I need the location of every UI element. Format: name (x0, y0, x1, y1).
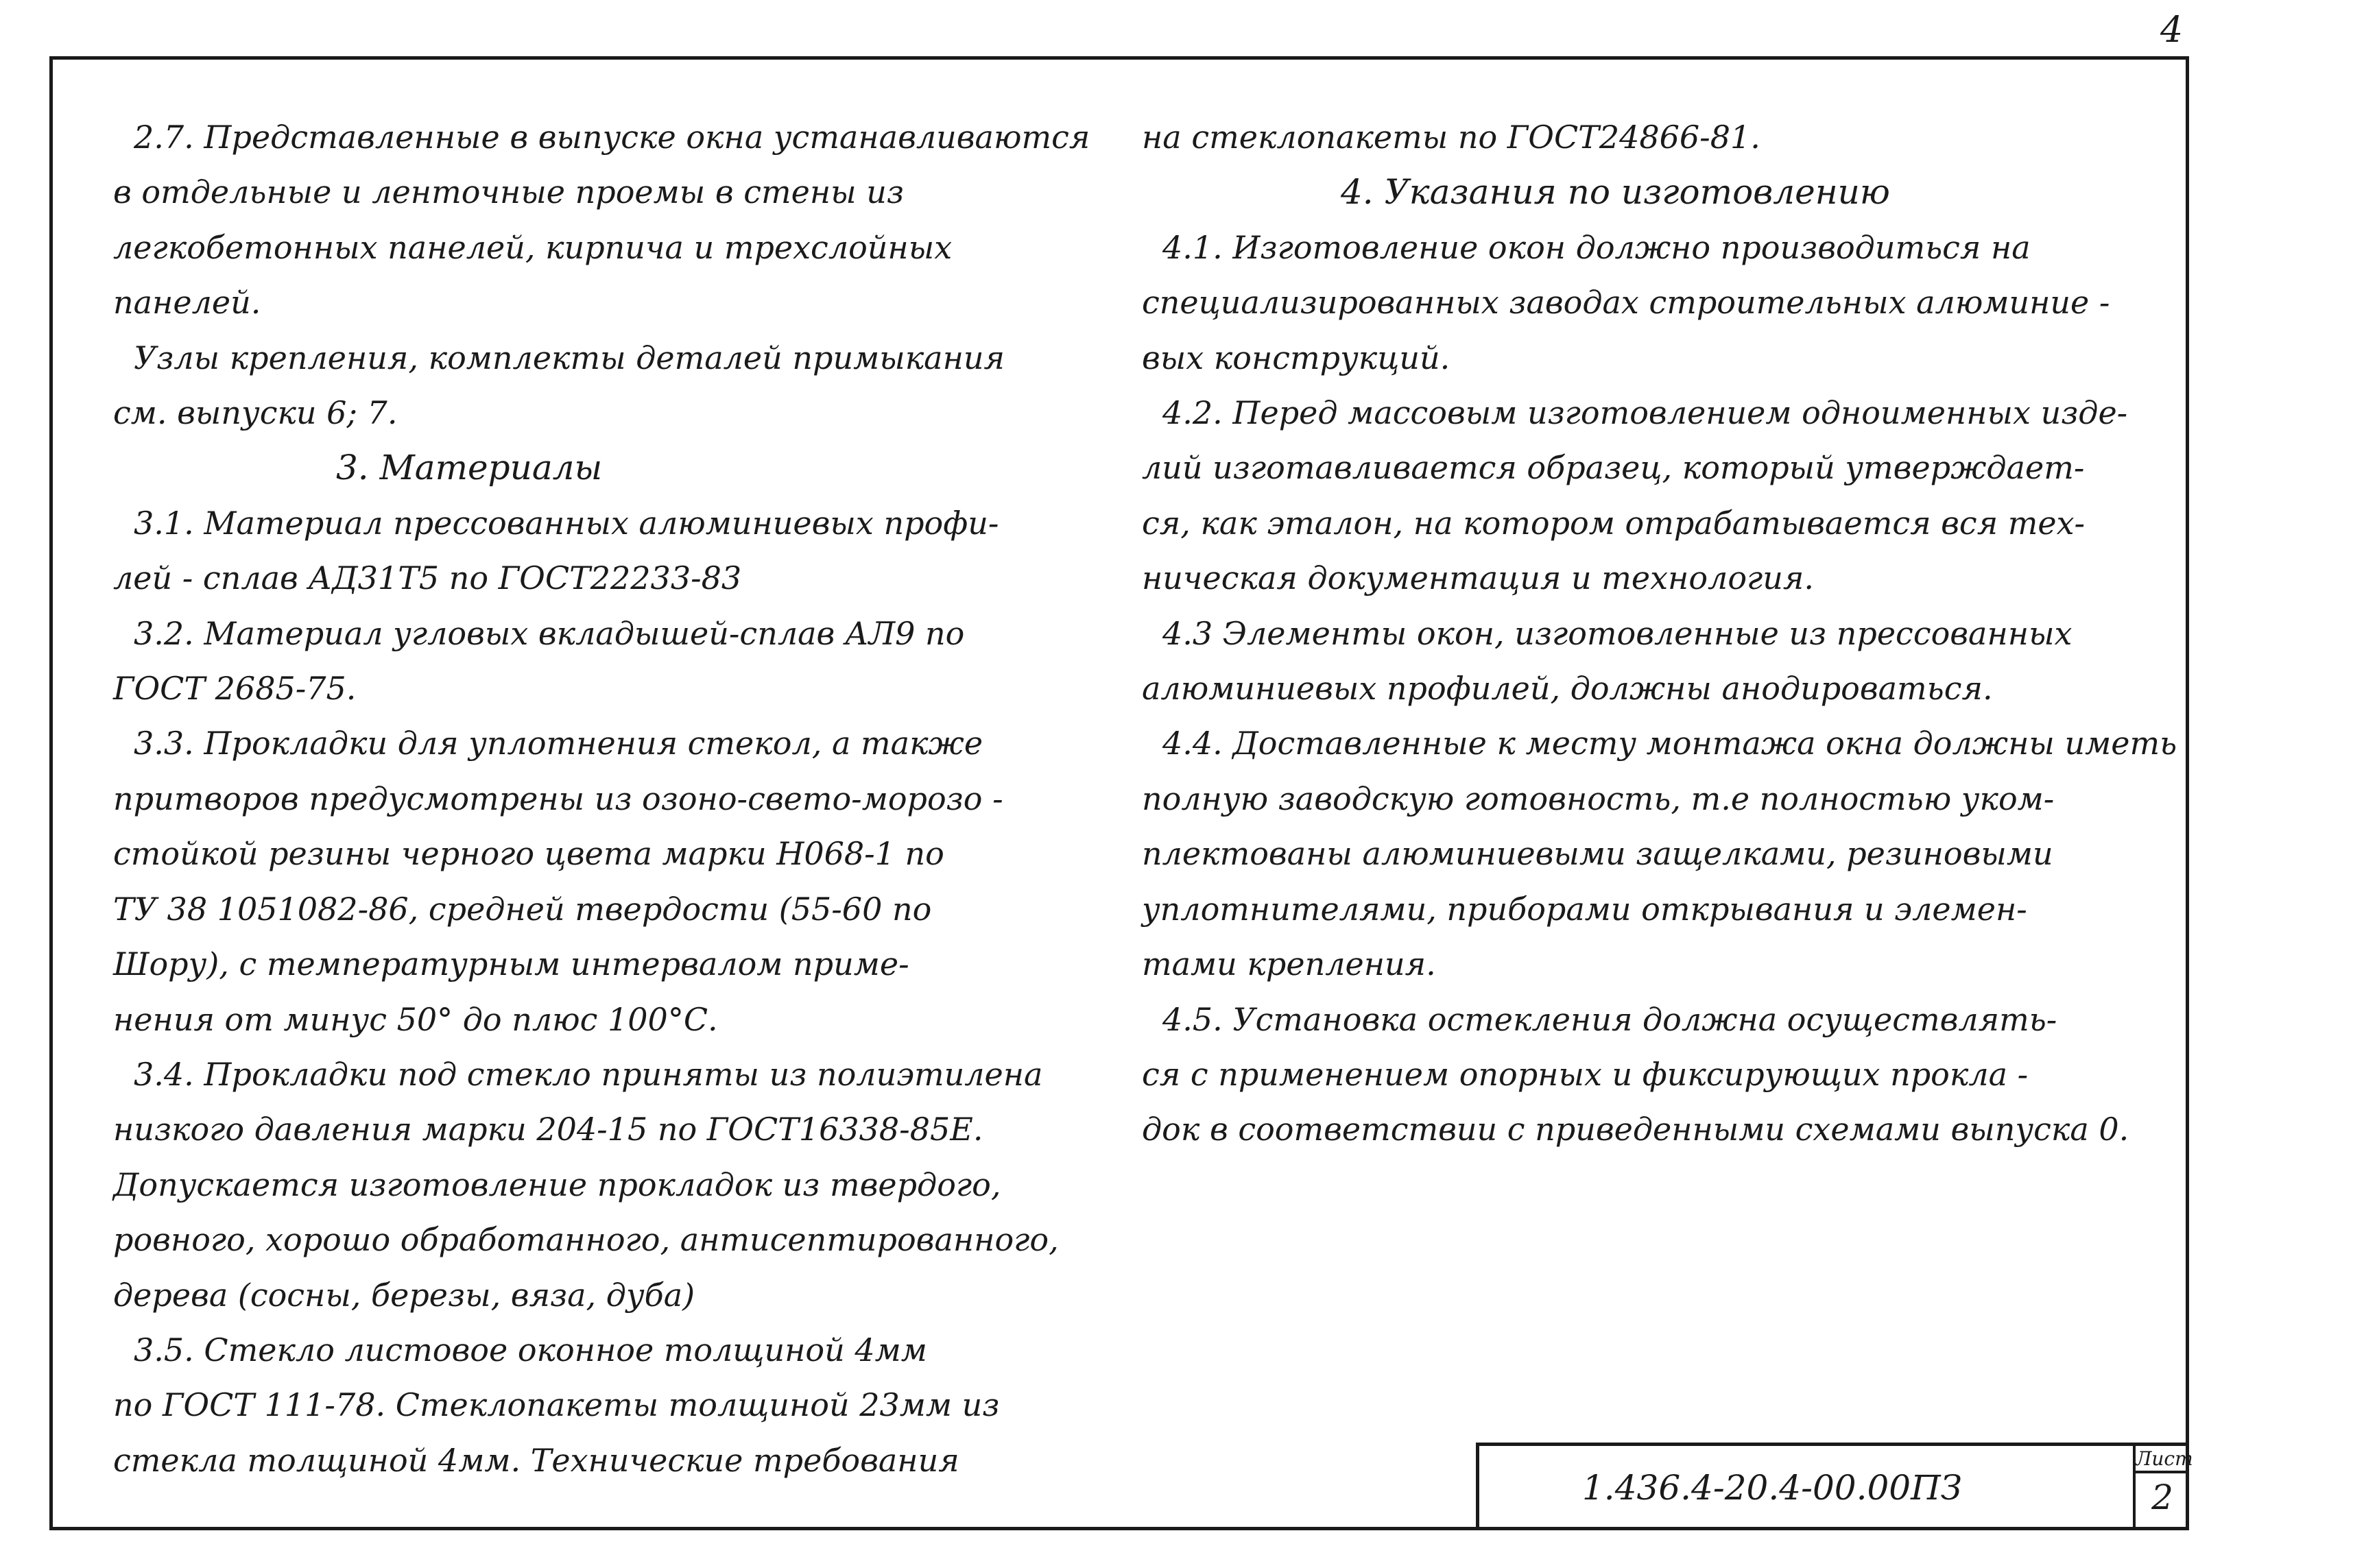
text-line: специализированных заводах строительных алюминие - (1142, 284, 2110, 322)
text-line: лий изготавливается образец, который утверждает- (1142, 449, 2085, 487)
text-line: док в соответствии с приведенными схемами выпуска 0. (1142, 1111, 2129, 1148)
text-line: стекла толщиной 4мм. Технические требования (113, 1441, 959, 1479)
left-text-column (113, 110, 1090, 1488)
text-line: на стеклопакеты по ГОСТ24866-81. (1142, 119, 1760, 156)
text-line: нения от минус 50° до плюс 100°С. (113, 1000, 718, 1038)
sheet-number: 2 (2151, 1477, 2173, 1517)
text-line: притворов предусмотрены из озоно-свето-морозо - (113, 780, 1003, 817)
right-text-column (1142, 110, 2177, 1157)
text-line: 4.4. Доставленные к месту монтажа окна должны иметь (1162, 725, 2177, 762)
text-line: ТУ 38 1051082-86, средней твердости (55-60 по (113, 890, 932, 928)
text-line: 3.3. Прокладки для уплотнения стекол, а также (134, 725, 983, 762)
text-line: 4.3 Элементы окон, изготовленные из прессованных (1162, 614, 2073, 652)
text-line: ся, как эталон, на котором отрабатывается вся тех- (1142, 504, 2086, 542)
text-line: Узлы крепления, комплекты деталей примыкания (134, 339, 1005, 376)
text-line: стойкой резины черного цвета марки Н068-1 по (113, 835, 944, 873)
title-block (1476, 1443, 2193, 1530)
text-line: см. выпуски 6; 7. (113, 394, 398, 432)
section-heading: 4. Указания по изготовлению (1341, 172, 1890, 213)
text-line: 3.5. Стекло листовое оконное толщиной 4мм (134, 1331, 927, 1368)
text-line: в отдельные и ленточные проемы в стены из (113, 173, 904, 211)
text-line: 3.4. Прокладки под стекло приняты из полиэтилена (134, 1055, 1043, 1093)
text-line: панелей. (113, 284, 261, 322)
section-heading: 3. Материалы (336, 448, 603, 488)
text-line: ся с применением опорных и фиксирующих прокла - (1142, 1055, 2029, 1093)
text-line: Шору), с температурным интервалом приме- (113, 945, 909, 983)
text-line: уплотнителями, приборами открывания и элемен- (1142, 890, 2027, 928)
text-line: ровного, хорошо обработанного, антисептированного, (113, 1221, 1059, 1259)
text-line: плектованы алюминиевыми защелками, резиновыми (1142, 835, 2053, 873)
text-line: Допускается изготовление прокладок из твердого, (113, 1166, 1001, 1203)
text-line: ническая документация и технология. (1142, 559, 1814, 597)
text-line: полную заводскую готовность, т.е полностью уком- (1142, 780, 2055, 817)
page-number: 4 (2160, 10, 2184, 51)
text-line: лей - сплав АД31Т5 по ГОСТ22233-83 (113, 559, 742, 597)
document-code: 1.436.4-20.4-00.00ПЗ (1582, 1468, 1962, 1508)
text-line: низкого давления марки 204-15 по ГОСТ16338-85Е. (113, 1111, 983, 1148)
text-line: тами крепления. (1142, 945, 1436, 983)
text-line: легкобетонных панелей, кирпича и трехслойных (113, 228, 953, 266)
text-line: по ГОСТ 111-78. Стеклопакеты толщиной 23мм из (113, 1386, 1000, 1424)
text-line: вых конструкций. (1142, 339, 1450, 376)
text-line: 2.7. Представленные в выпуске окна устанавливаются (134, 119, 1090, 156)
text-line: дерева (сосны, березы, вяза, дуба) (113, 1276, 695, 1314)
text-line: 4.2. Перед массовым изготовлением одноименных изде- (1162, 394, 2128, 432)
text-line: 4.1. Изготовление окон должно производиться на (1162, 228, 2031, 266)
text-line: 3.2. Материал угловых вкладышей-сплав АЛ9 по (134, 614, 965, 652)
sheet-label: Лист (2136, 1446, 2189, 1473)
text-line: 4.5. Установка остекления должна осуществлять- (1162, 1000, 2057, 1038)
sheet-cell (2133, 1446, 2193, 1530)
text-line: алюминиевых профилей, должны анодироваться. (1142, 670, 1993, 708)
text-line: ГОСТ 2685-75. (113, 670, 357, 708)
text-line: 3.1. Материал прессованных алюминиевых профи- (134, 504, 999, 542)
